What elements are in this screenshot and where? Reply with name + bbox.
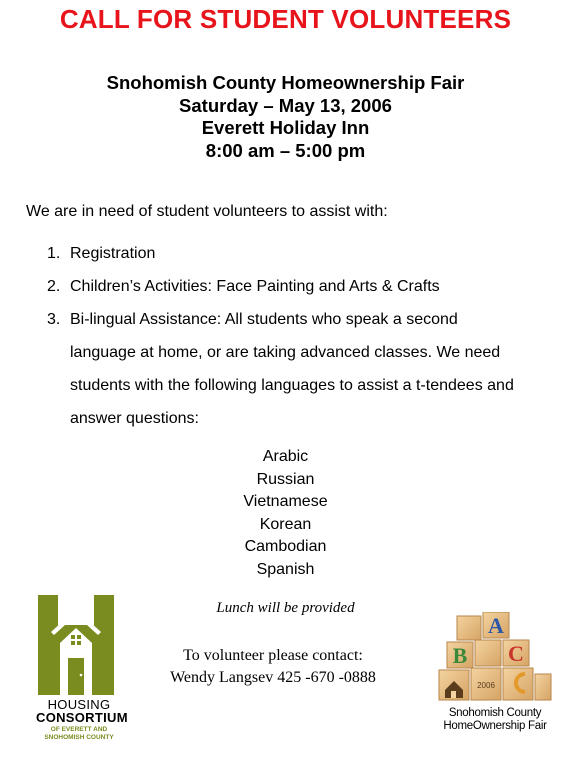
list-item-number: 3. [47, 311, 61, 328]
block-letter: B [452, 643, 468, 668]
logo-text: CONSORTIUM [36, 710, 128, 725]
list-item-number: 1. [47, 245, 61, 262]
event-date: Saturday – May 13, 2006 [179, 94, 392, 116]
language-list [0, 446, 571, 581]
list-item-number: 2. [47, 278, 61, 295]
event-venue: Everett Holiday Inn [201, 117, 370, 138]
logo-subtext [36, 726, 122, 742]
language-item: Arabic [262, 448, 309, 465]
task-list [0, 237, 525, 435]
housing-consortium-logo [36, 595, 128, 755]
list-item [0, 303, 525, 435]
event-details [0, 72, 571, 162]
list-item [0, 270, 525, 303]
logo-text: HomeOwnership Fair [443, 720, 547, 732]
list-item-text: Bi-lingual Assistance: All students who speak a second language at home, or are taking advanced classes. We need students with the following languages to assist a t-tendees and answer questions: [70, 311, 514, 427]
logo-subtext-line: SNOHOMISH COUNTY [44, 734, 114, 741]
language-item: Spanish [256, 560, 315, 578]
contact-prompt: To volunteer please contact: [183, 647, 363, 664]
housing-consortium-wordmark [36, 697, 128, 742]
list-item [0, 237, 525, 270]
lunch-note: Lunch will be provided [216, 600, 355, 616]
logo-subtext-line: OF EVERETT AND [50, 726, 108, 733]
block-letter: A [488, 613, 504, 638]
list-item-text: Children’s Activities: Face Painting and Arts & Crafts [70, 278, 440, 295]
logo-text: HOUSING [47, 697, 111, 712]
house-h-icon [38, 595, 114, 695]
fair-wordmark [437, 707, 553, 733]
intro-text: We are in need of student volunteers to assist with: [26, 203, 388, 220]
language-item: Korean [259, 515, 312, 533]
language-item: Russian [256, 470, 315, 488]
logo-text: Snohomish County [448, 707, 542, 719]
abc-blocks-icon [437, 612, 553, 706]
page-headline: CALL FOR STUDENT VOLUNTEERS [59, 4, 512, 34]
block-year: 2006 [477, 681, 495, 690]
block-letter: C [508, 641, 524, 666]
contact-person: Wendy Langsev 425 -670 -0888 [170, 669, 376, 686]
event-time: 8:00 am – 5:00 pm [205, 139, 366, 161]
language-item: Vietnamese [243, 493, 328, 510]
list-item-text: Registration [70, 245, 156, 262]
event-name: Snohomish County Homeownership Fair [106, 72, 465, 93]
homeownership-fair-logo [437, 612, 553, 752]
language-item: Cambodian [244, 538, 327, 555]
